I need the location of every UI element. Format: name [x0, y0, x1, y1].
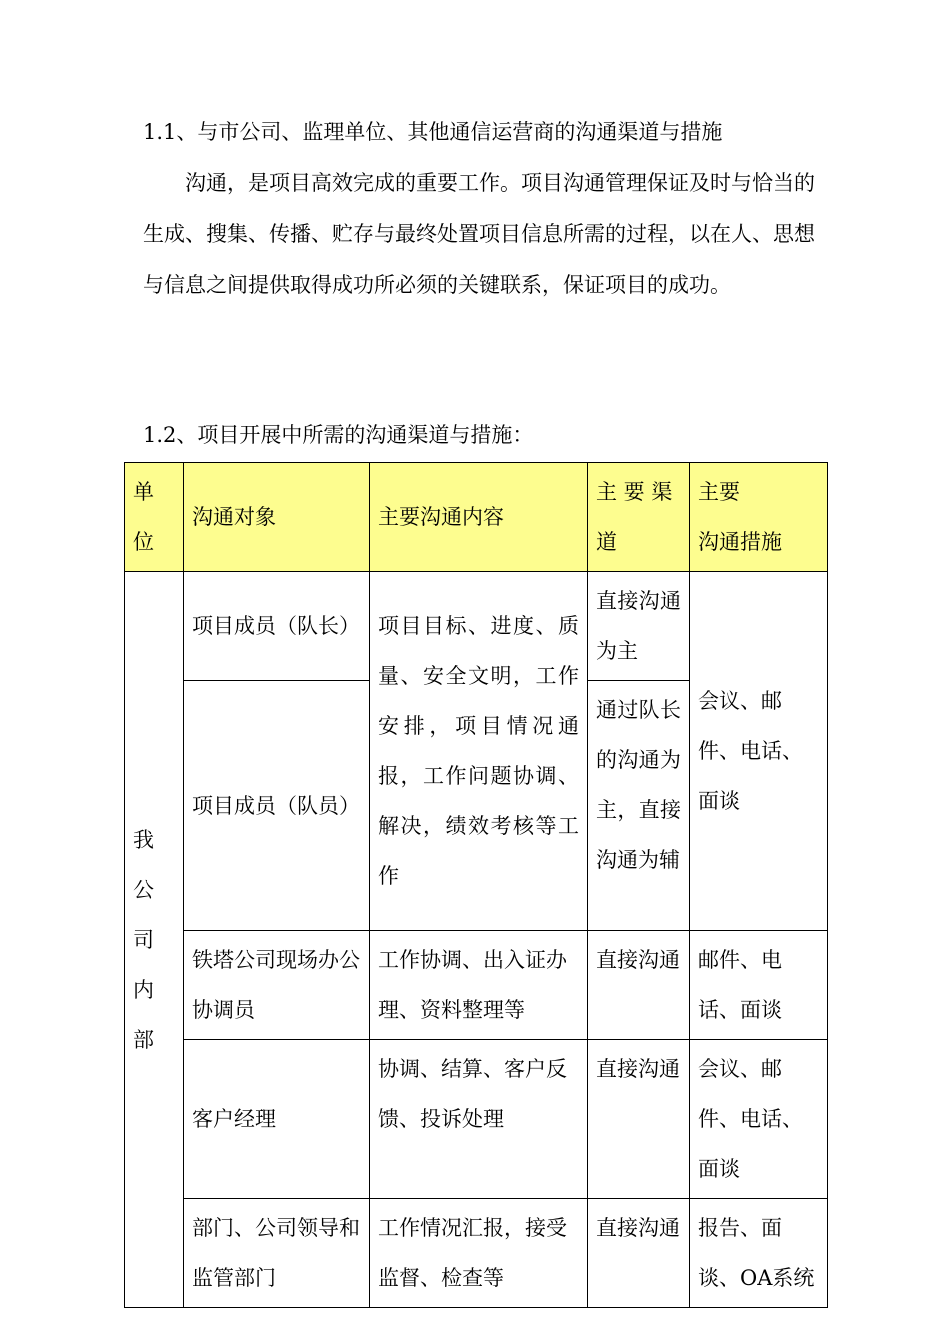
header-unit: 单 位 — [125, 463, 184, 572]
communication-table — [124, 462, 828, 1308]
unit-cell: 我 公 司 内 部 — [125, 572, 184, 1308]
content-cell: 项目目标、进度、质量、安全文明，工作安排，项目情况通报，工作问题协调、解决，绩效考核等工作 — [370, 572, 588, 931]
target-cell: 项目成员（队员） — [184, 681, 370, 931]
channel-cell: 直接沟通为主 — [588, 572, 690, 681]
header-measure: 主要 沟通措施 — [690, 463, 828, 572]
target-cell: 部门、公司领导和监管部门 — [184, 1199, 370, 1308]
header-channel: 主 要 渠 道 — [588, 463, 690, 572]
content-cell: 工作情况汇报，接受监督、检查等 — [370, 1199, 588, 1308]
table-row — [125, 1199, 828, 1308]
channel-cell: 直接沟通 — [588, 1040, 690, 1199]
table-row — [125, 572, 828, 681]
target-cell: 客户经理 — [184, 1040, 370, 1199]
header-target: 沟通对象 — [184, 463, 370, 572]
channel-cell: 直接沟通 — [588, 931, 690, 1040]
measure-cell: 会议、邮件、电话、面谈 — [690, 572, 828, 931]
section-heading-1-1: 1.1、与市公司、监理单位、其他通信运营商的沟通渠道与措施 — [143, 120, 723, 144]
section-heading-1-2: 1.2、项目开展中所需的沟通渠道与措施： — [143, 423, 534, 447]
table-row — [125, 1040, 828, 1199]
measure-cell: 报告、面谈、OA系统 — [690, 1199, 828, 1308]
channel-cell: 通过队长的沟通为主，直接沟通为辅 — [588, 681, 690, 931]
header-content: 主要沟通内容 — [370, 463, 588, 572]
content-cell: 工作协调、出入证办理、资料整理等 — [370, 931, 588, 1040]
measure-cell: 会议、邮件、电话、面谈 — [690, 1040, 828, 1199]
content-cell: 协调、结算、客户反馈、投诉处理 — [370, 1040, 588, 1199]
target-cell: 铁塔公司现场办公协调员 — [184, 931, 370, 1040]
channel-cell: 直接沟通 — [588, 1199, 690, 1308]
target-cell: 项目成员（队长） — [184, 572, 370, 681]
table-header-row — [125, 463, 828, 572]
measure-cell: 邮件、电话、面谈 — [690, 931, 828, 1040]
intro-paragraph: 沟通，是项目高效完成的重要工作。项目沟通管理保证及时与恰当的生成、搜集、传播、贮存与最终处置项目信息所需的过程，以在人、思想与信息之间提供取得成功所必须的关键联系，保证项目的成功。 — [143, 171, 815, 297]
table-row — [125, 931, 828, 1040]
